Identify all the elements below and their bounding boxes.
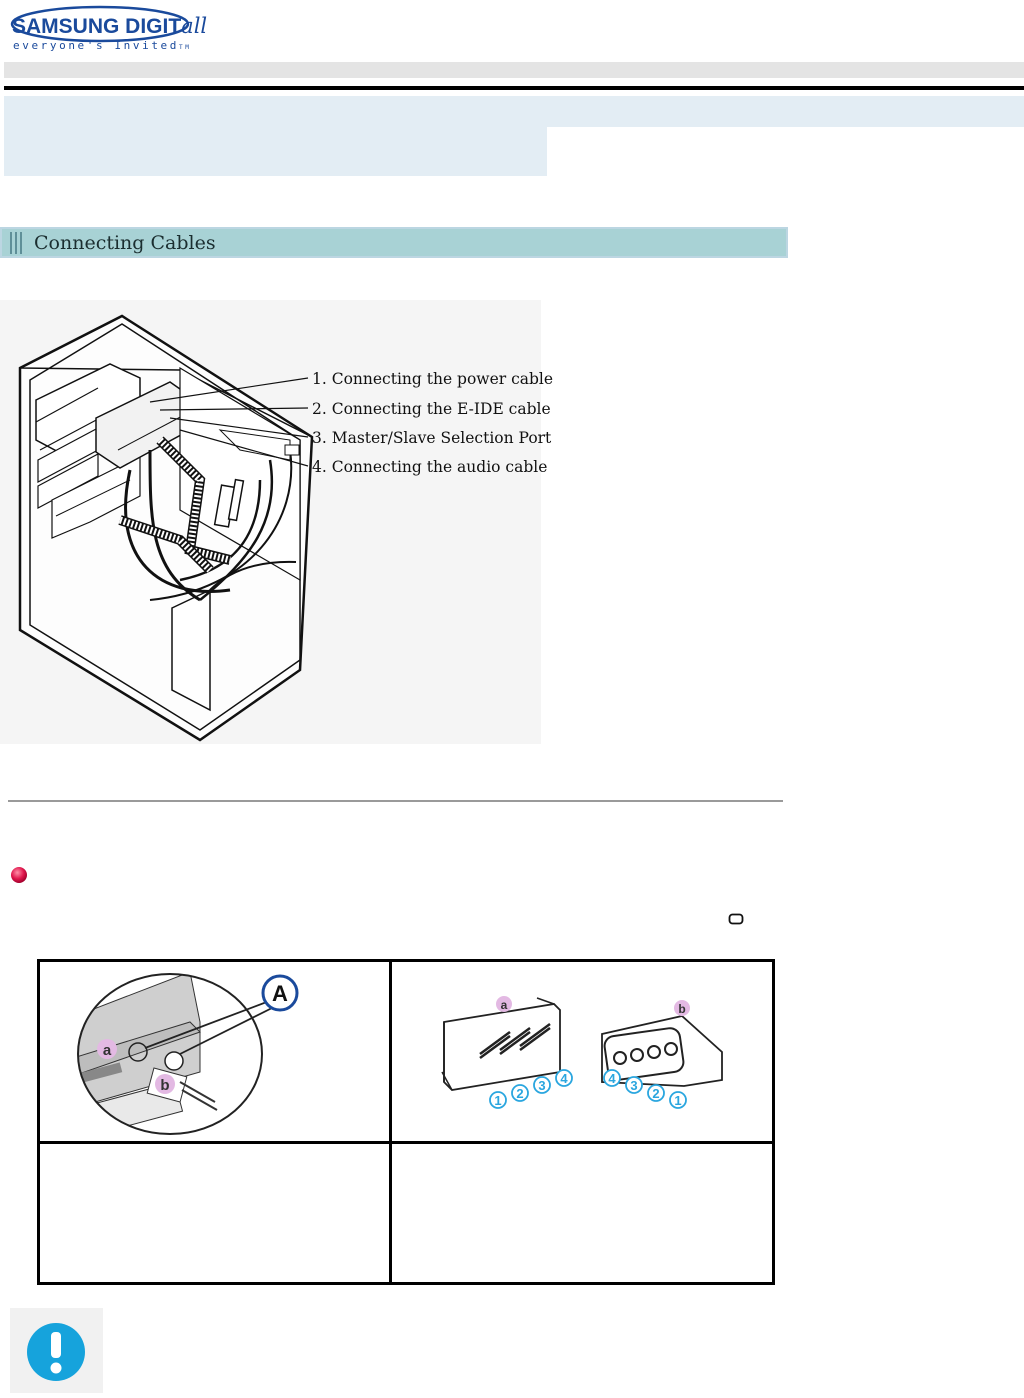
cell-empty-left — [40, 1144, 389, 1282]
cell-connector-pinout — [392, 962, 772, 1141]
pin-b-3: 3 — [630, 1078, 638, 1093]
pc-case-illustration — [0, 300, 554, 744]
header-black-rule — [4, 86, 1024, 90]
warning-panel — [10, 1308, 103, 1393]
pin-b-1: 1 — [674, 1093, 682, 1108]
pin-b-2: 2 — [652, 1086, 660, 1101]
pin-a-1: 1 — [494, 1093, 502, 1108]
logo-text-brand: SAMSUNG DIGITall — [12, 14, 208, 38]
callout-power-cable: 1. Connecting the power cable — [312, 370, 554, 388]
label-a-closeup: a — [102, 1042, 112, 1059]
callout-eide-cable: 2. Connecting the E-IDE cable — [312, 400, 551, 418]
red-dot-icon — [10, 866, 28, 884]
pin-a-2: 2 — [516, 1086, 524, 1101]
label-b-closeup: b — [160, 1077, 170, 1094]
pin-a-3: 3 — [538, 1078, 546, 1093]
cell-empty-right — [392, 1144, 772, 1282]
pin-b-4: 4 — [608, 1071, 616, 1086]
section-stripes-icon — [10, 232, 22, 254]
cell-drive-closeup — [40, 962, 389, 1141]
rounded-rect-icon — [728, 912, 744, 924]
label-b-pinout: b — [678, 1002, 686, 1016]
pin-a-4: 4 — [560, 1071, 568, 1086]
header-grey-bar — [4, 62, 1024, 78]
samsung-logo — [8, 0, 208, 56]
section-divider — [8, 800, 783, 802]
section-title: Connecting Cables — [34, 231, 216, 254]
header-banner-corner — [547, 127, 577, 147]
logo-tagline: everyone's InvitedTM — [13, 39, 192, 52]
header-banner — [4, 96, 547, 176]
marker-a-label: A — [272, 981, 288, 1006]
callout-master-slave-port: 3. Master/Slave Selection Port — [312, 429, 552, 447]
connector-table — [37, 959, 775, 1285]
section-header — [0, 227, 788, 258]
callout-audio-cable: 4. Connecting the audio cable — [312, 458, 548, 476]
exclamation-icon — [10, 1308, 103, 1393]
label-a-pinout: a — [500, 998, 508, 1012]
pc-case-diagram — [0, 300, 554, 744]
header-banner-strip — [547, 96, 1024, 127]
